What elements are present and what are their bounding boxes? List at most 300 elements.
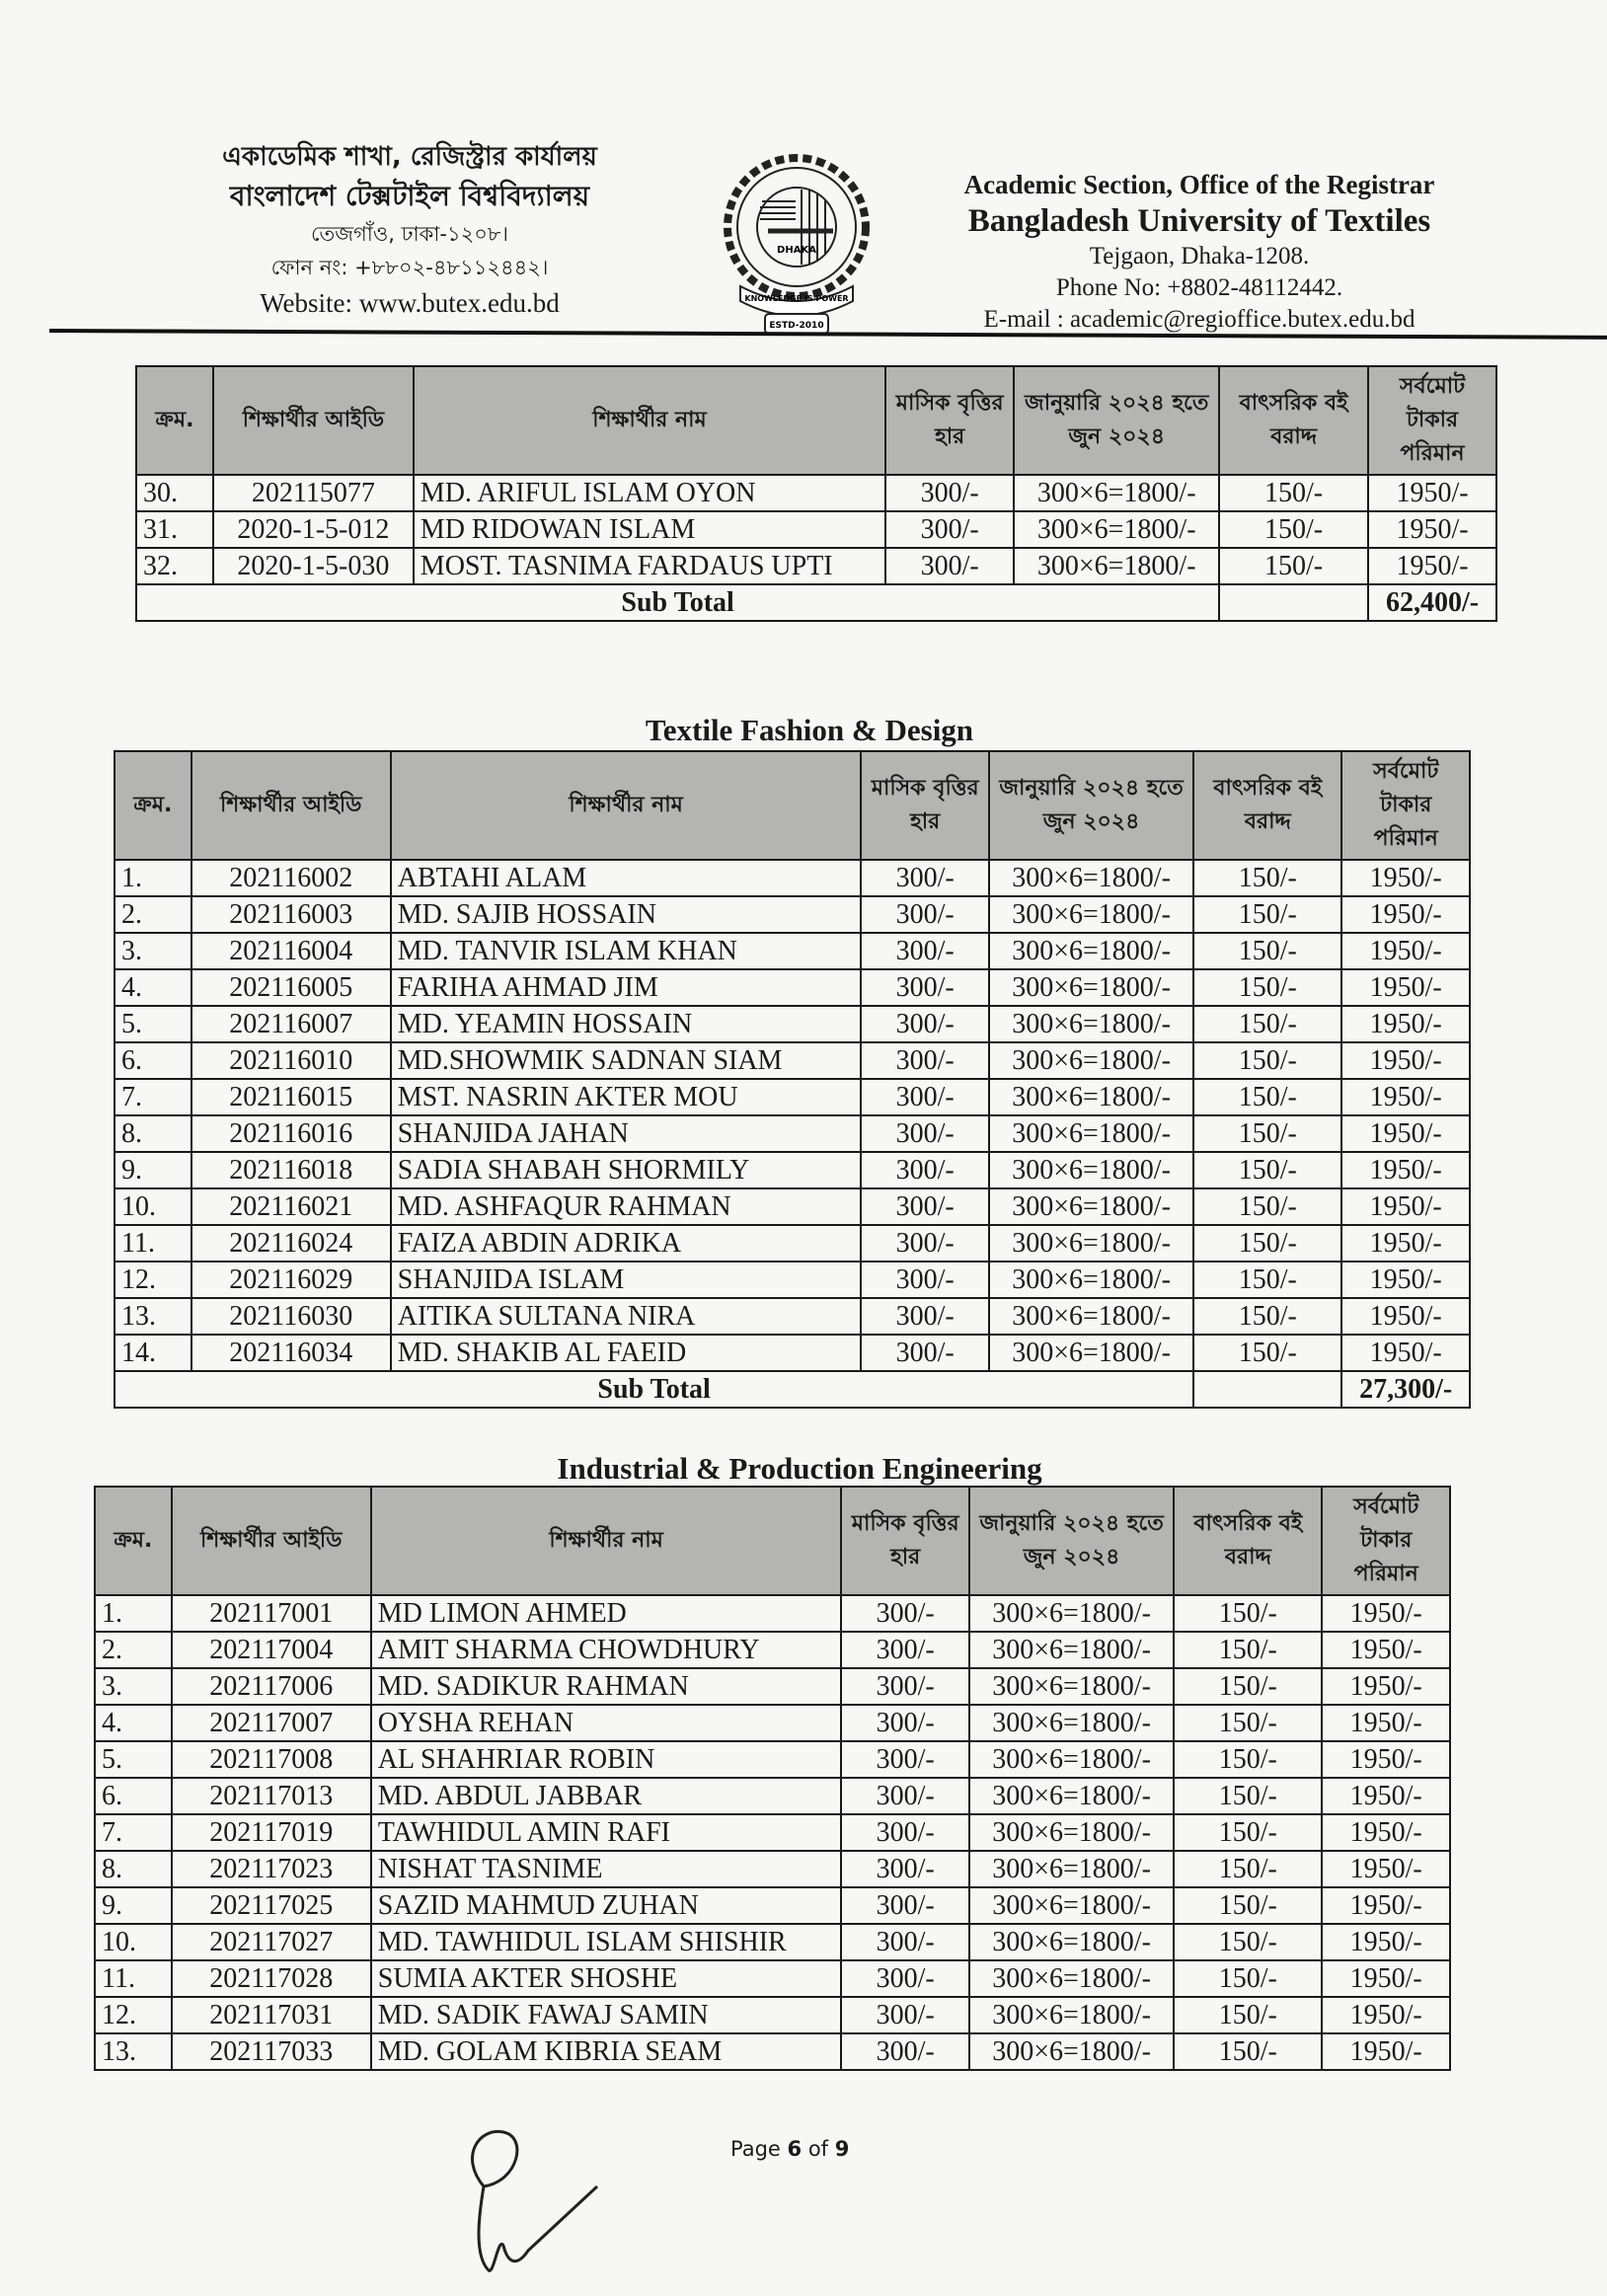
cell-name: FARIHA AHMAD JIM — [391, 969, 862, 1006]
column-header: শিক্ষার্থীর নাম — [414, 366, 885, 475]
cell-book: 150/- — [1193, 969, 1341, 1006]
cell-sl: 32. — [136, 548, 213, 584]
table-row — [115, 969, 1470, 1006]
cell-book: 150/- — [1174, 1705, 1322, 1741]
cell-book: 150/- — [1174, 1595, 1322, 1632]
cell-period: 300×6=1800/- — [989, 1006, 1193, 1042]
column-header: শিক্ষার্থীর আইডি — [191, 751, 391, 860]
cell-sl: 1. — [115, 860, 191, 896]
cell-period: 300×6=1800/- — [989, 1335, 1193, 1371]
cell-period: 300×6=1800/- — [989, 1042, 1193, 1079]
column-header: শিক্ষার্থীর আইডি — [172, 1487, 371, 1595]
cell-sl: 31. — [136, 511, 213, 548]
cell-sl: 13. — [95, 2033, 172, 2070]
cell-id: 202117031 — [172, 1997, 371, 2033]
cell-total: 1950/- — [1341, 969, 1470, 1006]
signature-icon — [449, 2127, 627, 2295]
cell-total: 1950/- — [1322, 1960, 1450, 1997]
subtotal-row — [136, 584, 1496, 621]
cell-period: 300×6=1800/- — [1014, 548, 1219, 584]
cell-period: 300×6=1800/- — [989, 933, 1193, 969]
cell-total: 1950/- — [1341, 933, 1470, 969]
cell-sl: 7. — [95, 1814, 172, 1851]
column-header: জানুয়ারি ২০২৪ হতে জুন ২০২৪ — [969, 1487, 1174, 1595]
cell-name: SADIA SHABAH SHORMILY — [391, 1152, 862, 1188]
cell-id: 202116002 — [191, 860, 391, 896]
cell-book: 150/- — [1193, 1079, 1341, 1115]
cell-period: 300×6=1800/- — [989, 1188, 1193, 1225]
subtotal-value: 62,400/- — [1368, 584, 1496, 621]
cell-total: 1950/- — [1322, 1741, 1450, 1778]
cell-name: MD. ARIFUL ISLAM OYON — [414, 475, 885, 511]
cell-name: MD. SADIKUR RAHMAN — [371, 1668, 842, 1705]
cell-name: AITIKA SULTANA NIRA — [391, 1298, 862, 1335]
section-title-ipe: Industrial & Production Engineering — [557, 1451, 1042, 1486]
cell-book: 150/- — [1193, 1225, 1341, 1262]
cell-id: 202115077 — [213, 475, 414, 511]
cell-name: MD. GOLAM KIBRIA SEAM — [371, 2033, 842, 2070]
cell-total: 1950/- — [1341, 1188, 1470, 1225]
cell-book: 150/- — [1174, 1887, 1322, 1924]
bn-university-name: বাংলাদেশ টেক্সটাইল বিশ্ববিদ্যালয় — [229, 180, 590, 212]
bn-phone: ফোন নং: +৮৮০২-৪৮১১২৪৪২। — [270, 256, 549, 279]
cell-book: 150/- — [1193, 860, 1341, 896]
section-title-tfd: Textile Fashion & Design — [645, 713, 974, 747]
cell-book: 150/- — [1193, 1262, 1341, 1298]
cell-period: 300×6=1800/- — [989, 1152, 1193, 1188]
cell-period: 300×6=1800/- — [969, 1887, 1174, 1924]
cell-total: 1950/- — [1322, 1814, 1450, 1851]
cell-name: MD. SHAKIB AL FAEID — [391, 1335, 862, 1371]
table-row — [115, 896, 1470, 933]
cell-sl: 9. — [95, 1887, 172, 1924]
cell-sl: 3. — [95, 1668, 172, 1705]
cell-id: 202117004 — [172, 1632, 371, 1668]
cell-sl: 8. — [115, 1115, 191, 1152]
cell-monthly: 300/- — [861, 896, 989, 933]
table-row — [95, 1814, 1450, 1851]
subtotal-row — [115, 1371, 1470, 1408]
cell-name: SHANJIDA ISLAM — [391, 1262, 862, 1298]
cell-id: 202117033 — [172, 2033, 371, 2070]
cell-sl: 6. — [95, 1778, 172, 1814]
cell-period: 300×6=1800/- — [969, 1705, 1174, 1741]
column-header: জানুয়ারি ২০২৪ হতে জুন ২০২৪ — [1014, 366, 1219, 475]
cell-total: 1950/- — [1341, 1042, 1470, 1079]
table-header-row — [95, 1487, 1450, 1595]
column-header: ক্রম. — [136, 366, 213, 475]
cell-book: 150/- — [1193, 896, 1341, 933]
table-row — [115, 1042, 1470, 1079]
cell-id: 202117008 — [172, 1741, 371, 1778]
cell-name: MD. ASHFAQUR RAHMAN — [391, 1188, 862, 1225]
cell-name: SAZID MAHMUD ZUHAN — [371, 1887, 842, 1924]
cell-sl: 5. — [115, 1006, 191, 1042]
page-prefix: Page — [730, 2137, 788, 2161]
cell-monthly: 300/- — [885, 475, 1014, 511]
cell-monthly: 300/- — [861, 1115, 989, 1152]
cell-monthly: 300/- — [861, 933, 989, 969]
cell-monthly: 300/- — [841, 1668, 969, 1705]
cell-monthly: 300/- — [841, 1705, 969, 1741]
cell-sl: 9. — [115, 1152, 191, 1188]
cell-total: 1950/- — [1341, 1152, 1470, 1188]
cell-period: 300×6=1800/- — [969, 1814, 1174, 1851]
cell-book: 150/- — [1193, 1298, 1341, 1335]
cell-total: 1950/- — [1341, 1006, 1470, 1042]
table-row — [95, 1705, 1450, 1741]
cell-sl: 30. — [136, 475, 213, 511]
cell-book: 150/- — [1174, 1851, 1322, 1887]
cell-total: 1950/- — [1341, 1079, 1470, 1115]
cell-name: MD. SAJIB HOSSAIN — [391, 896, 862, 933]
cell-id: 202116003 — [191, 896, 391, 933]
cell-name: MD. ABDUL JABBAR — [371, 1778, 842, 1814]
table-row — [95, 1924, 1450, 1960]
cell-sl: 14. — [115, 1335, 191, 1371]
cell-id: 202116010 — [191, 1042, 391, 1079]
cell-book: 150/- — [1174, 1668, 1322, 1705]
cell-period: 300×6=1800/- — [969, 1924, 1174, 1960]
cell-monthly: 300/- — [841, 1924, 969, 1960]
cell-monthly: 300/- — [841, 1595, 969, 1632]
subtotal-spacer — [1219, 584, 1368, 621]
cell-total: 1950/- — [1341, 896, 1470, 933]
cell-book: 150/- — [1174, 1778, 1322, 1814]
logo-motto: KNOWLEDGE IS POWER — [744, 294, 849, 303]
cell-name: FAIZA ABDIN ADRIKA — [391, 1225, 862, 1262]
cell-id: 202116021 — [191, 1188, 391, 1225]
column-header: শিক্ষার্থীর নাম — [371, 1487, 842, 1595]
cell-id: 202117028 — [172, 1960, 371, 1997]
university-logo-icon — [711, 148, 883, 341]
cell-sl: 8. — [95, 1851, 172, 1887]
table-row — [95, 2033, 1450, 2070]
cell-book: 150/- — [1219, 511, 1368, 548]
cell-monthly: 300/- — [861, 1262, 989, 1298]
cell-name: MD LIMON AHMED — [371, 1595, 842, 1632]
en-email: E-mail : academic@regioffice.butex.edu.bd — [983, 306, 1416, 333]
page-indicator — [730, 2137, 849, 2161]
cell-name: MD. YEAMIN HOSSAIN — [391, 1006, 862, 1042]
table-row — [95, 1960, 1450, 1997]
table-row — [115, 1188, 1470, 1225]
cell-period: 300×6=1800/- — [969, 1851, 1174, 1887]
cell-id: 202116005 — [191, 969, 391, 1006]
cell-period: 300×6=1800/- — [989, 969, 1193, 1006]
cell-period: 300×6=1800/- — [969, 1668, 1174, 1705]
cell-book: 150/- — [1193, 933, 1341, 969]
cell-name: SHANJIDA JAHAN — [391, 1115, 862, 1152]
cell-period: 300×6=1800/- — [989, 1225, 1193, 1262]
cell-sl: 4. — [95, 1705, 172, 1741]
cell-id: 202117007 — [172, 1705, 371, 1741]
cell-period: 300×6=1800/- — [989, 896, 1193, 933]
table-row — [115, 1079, 1470, 1115]
cell-book: 150/- — [1219, 548, 1368, 584]
cell-id: 202116034 — [191, 1335, 391, 1371]
stipend-table-continued — [135, 365, 1497, 622]
cell-monthly: 300/- — [861, 1042, 989, 1079]
letterhead-bangla — [178, 138, 642, 322]
cell-name: MD. TANVIR ISLAM KHAN — [391, 933, 862, 969]
cell-sl: 5. — [95, 1741, 172, 1778]
cell-period: 300×6=1800/- — [969, 2033, 1174, 2070]
column-header: শিক্ষার্থীর আইডি — [213, 366, 414, 475]
cell-id: 202117025 — [172, 1887, 371, 1924]
cell-monthly: 300/- — [861, 1188, 989, 1225]
table-row — [95, 1632, 1450, 1668]
cell-monthly: 300/- — [861, 1298, 989, 1335]
cell-book: 150/- — [1174, 1960, 1322, 1997]
column-header: বাৎসরিক বই বরাদ্দ — [1174, 1487, 1322, 1595]
subtotal-spacer — [1193, 1371, 1341, 1408]
column-header: সর্বমোট টাকার পরিমান — [1368, 366, 1496, 475]
table-row — [95, 1595, 1450, 1632]
cell-monthly: 300/- — [861, 969, 989, 1006]
cell-id: 202117023 — [172, 1851, 371, 1887]
website-text: Website: www.butex.edu.bd — [260, 288, 560, 318]
cell-name: OYSHA REHAN — [371, 1705, 842, 1741]
en-address: Tejgaon, Dhaka-1208. — [1089, 243, 1310, 269]
cell-name: SUMIA AKTER SHOSHE — [371, 1960, 842, 1997]
cell-period: 300×6=1800/- — [969, 1595, 1174, 1632]
cell-name: ABTAHI ALAM — [391, 860, 862, 896]
cell-book: 150/- — [1174, 1924, 1322, 1960]
cell-sl: 4. — [115, 969, 191, 1006]
table-row — [95, 1851, 1450, 1887]
column-header: জানুয়ারি ২০২৪ হতে জুন ২০২৪ — [989, 751, 1193, 860]
table-header-row — [115, 751, 1470, 860]
table-row — [95, 1778, 1450, 1814]
table-row — [95, 1887, 1450, 1924]
cell-id: 202117027 — [172, 1924, 371, 1960]
cell-total: 1950/- — [1368, 475, 1496, 511]
subtotal-value: 27,300/- — [1341, 1371, 1470, 1408]
cell-book: 150/- — [1193, 1188, 1341, 1225]
cell-period: 300×6=1800/- — [989, 860, 1193, 896]
cell-book: 150/- — [1174, 1997, 1322, 2033]
table-row — [115, 860, 1470, 896]
cell-sl: 10. — [95, 1924, 172, 1960]
cell-period: 300×6=1800/- — [989, 1115, 1193, 1152]
cell-id: 202117013 — [172, 1778, 371, 1814]
cell-book: 150/- — [1193, 1152, 1341, 1188]
table-row — [115, 1225, 1470, 1262]
table-row — [95, 1668, 1450, 1705]
column-header: সর্বমোট টাকার পরিমান — [1341, 751, 1470, 860]
en-office-line: Academic Section, Office of the Registrar — [963, 170, 1435, 199]
cell-total: 1950/- — [1341, 860, 1470, 896]
stipend-table-industrial-production — [94, 1486, 1451, 2071]
table-row — [115, 1335, 1470, 1371]
cell-name: MST. NASRIN AKTER MOU — [391, 1079, 862, 1115]
cell-monthly: 300/- — [841, 1778, 969, 1814]
cell-name: MD.SHOWMIK SADNAN SIAM — [391, 1042, 862, 1079]
cell-name: TAWHIDUL AMIN RAFI — [371, 1814, 842, 1851]
column-header: ক্রম. — [115, 751, 191, 860]
cell-id: 202116018 — [191, 1152, 391, 1188]
cell-book: 150/- — [1174, 1632, 1322, 1668]
cell-monthly: 300/- — [841, 1851, 969, 1887]
cell-book: 150/- — [1219, 475, 1368, 511]
cell-sl: 13. — [115, 1298, 191, 1335]
cell-monthly: 300/- — [861, 1152, 989, 1188]
cell-monthly: 300/- — [841, 1741, 969, 1778]
cell-period: 300×6=1800/- — [969, 1997, 1174, 2033]
column-header: বাৎসরিক বই বরাদ্দ — [1219, 366, 1368, 475]
cell-total: 1950/- — [1341, 1115, 1470, 1152]
cell-name: AL SHAHRIAR ROBIN — [371, 1741, 842, 1778]
cell-total: 1950/- — [1322, 1705, 1450, 1741]
cell-period: 300×6=1800/- — [1014, 475, 1219, 511]
table-row — [136, 475, 1496, 511]
column-header: মাসিক বৃত্তির হার — [885, 366, 1014, 475]
column-header: শিক্ষার্থীর নাম — [391, 751, 862, 860]
cell-name: NISHAT TASNIME — [371, 1851, 842, 1887]
subtotal-label: Sub Total — [136, 584, 1219, 621]
cell-monthly: 300/- — [885, 548, 1014, 584]
en-phone: Phone No: +8802-48112442. — [1055, 274, 1343, 301]
table-row — [115, 933, 1470, 969]
cell-monthly: 300/- — [861, 1006, 989, 1042]
column-header: সর্বমোট টাকার পরিমান — [1322, 1487, 1450, 1595]
cell-total: 1950/- — [1322, 1778, 1450, 1814]
cell-id: 202116016 — [191, 1115, 391, 1152]
cell-id: 202117006 — [172, 1668, 371, 1705]
cell-period: 300×6=1800/- — [969, 1632, 1174, 1668]
cell-sl: 6. — [115, 1042, 191, 1079]
cell-monthly: 300/- — [861, 1079, 989, 1115]
cell-sl: 12. — [95, 1997, 172, 2033]
cell-book: 150/- — [1174, 2033, 1322, 2070]
cell-total: 1950/- — [1322, 2033, 1450, 2070]
cell-monthly: 300/- — [861, 1225, 989, 1262]
cell-id: 2020-1-5-012 — [213, 511, 414, 548]
cell-monthly: 300/- — [861, 1335, 989, 1371]
cell-period: 300×6=1800/- — [969, 1960, 1174, 1997]
cell-monthly: 300/- — [841, 2033, 969, 2070]
page-of: of — [802, 2137, 835, 2161]
cell-id: 202117001 — [172, 1595, 371, 1632]
cell-id: 202116007 — [191, 1006, 391, 1042]
table-row — [115, 1115, 1470, 1152]
cell-total: 1950/- — [1322, 1924, 1450, 1960]
cell-id: 202116024 — [191, 1225, 391, 1262]
cell-name: MD. SADIK FAWAJ SAMIN — [371, 1997, 842, 2033]
cell-period: 300×6=1800/- — [989, 1298, 1193, 1335]
cell-book: 150/- — [1193, 1042, 1341, 1079]
cell-monthly: 300/- — [841, 1814, 969, 1851]
cell-book: 150/- — [1174, 1741, 1322, 1778]
table-row — [136, 511, 1496, 548]
column-header: ক্রম. — [95, 1487, 172, 1595]
table-row — [136, 548, 1496, 584]
cell-total: 1950/- — [1322, 1668, 1450, 1705]
cell-name: AMIT SHARMA CHOWDHURY — [371, 1632, 842, 1668]
column-header: বাৎসরিক বই বরাদ্দ — [1193, 751, 1341, 860]
cell-book: 150/- — [1193, 1335, 1341, 1371]
cell-sl: 2. — [115, 896, 191, 933]
cell-monthly: 300/- — [841, 1960, 969, 1997]
table-row — [115, 1262, 1470, 1298]
cell-sl: 1. — [95, 1595, 172, 1632]
stipend-table-textile-fashion-design — [114, 750, 1471, 1409]
cell-name: MOST. TASNIMA FARDAUS UPTI — [414, 548, 885, 584]
column-header: মাসিক বৃত্তির হার — [861, 751, 989, 860]
cell-total: 1950/- — [1322, 1887, 1450, 1924]
cell-period: 300×6=1800/- — [969, 1778, 1174, 1814]
cell-sl: 3. — [115, 933, 191, 969]
cell-total: 1950/- — [1341, 1335, 1470, 1371]
bn-address: তেজগাঁও, ঢাকা-১২০৮। — [310, 222, 509, 246]
letterhead — [0, 0, 1607, 341]
cell-sl: 10. — [115, 1188, 191, 1225]
cell-sl: 2. — [95, 1632, 172, 1668]
page-total: 9 — [834, 2137, 850, 2161]
page-current: 6 — [787, 2137, 803, 2161]
cell-total: 1950/- — [1341, 1298, 1470, 1335]
cell-period: 300×6=1800/- — [969, 1741, 1174, 1778]
logo-city: DHAKA — [777, 245, 816, 256]
cell-id: 202116030 — [191, 1298, 391, 1335]
cell-total: 1950/- — [1368, 511, 1496, 548]
table-header-row — [136, 366, 1496, 475]
column-header: মাসিক বৃত্তির হার — [841, 1487, 969, 1595]
subtotal-label: Sub Total — [115, 1371, 1193, 1408]
cell-total: 1950/- — [1368, 548, 1496, 584]
table-row — [115, 1006, 1470, 1042]
cell-id: 202117019 — [172, 1814, 371, 1851]
cell-period: 300×6=1800/- — [989, 1262, 1193, 1298]
cell-total: 1950/- — [1341, 1262, 1470, 1298]
cell-monthly: 300/- — [861, 860, 989, 896]
table-row — [95, 1997, 1450, 2033]
cell-total: 1950/- — [1322, 1595, 1450, 1632]
cell-monthly: 300/- — [885, 511, 1014, 548]
cell-monthly: 300/- — [841, 1632, 969, 1668]
cell-total: 1950/- — [1322, 1997, 1450, 2033]
cell-book: 150/- — [1193, 1006, 1341, 1042]
bn-office-line: একাডেমিক শাখা, রেজিস্ট্রার কার্যালয় — [222, 142, 597, 172]
letterhead-english — [928, 168, 1471, 336]
cell-book: 150/- — [1193, 1115, 1341, 1152]
cell-sl: 11. — [95, 1960, 172, 1997]
cell-sl: 11. — [115, 1225, 191, 1262]
cell-sl: 7. — [115, 1079, 191, 1115]
cell-name: MD. TAWHIDUL ISLAM SHISHIR — [371, 1924, 842, 1960]
logo-established: ESTD-2010 — [769, 321, 824, 331]
cell-id: 2020-1-5-030 — [213, 548, 414, 584]
cell-total: 1950/- — [1341, 1225, 1470, 1262]
table-row — [115, 1152, 1470, 1188]
cell-monthly: 300/- — [841, 1997, 969, 2033]
cell-monthly: 300/- — [841, 1887, 969, 1924]
cell-book: 150/- — [1174, 1814, 1322, 1851]
en-university-name: Bangladesh University of Textiles — [967, 203, 1431, 239]
table-row — [95, 1741, 1450, 1778]
cell-total: 1950/- — [1322, 1851, 1450, 1887]
cell-period: 300×6=1800/- — [1014, 511, 1219, 548]
table-row — [115, 1298, 1470, 1335]
cell-period: 300×6=1800/- — [989, 1079, 1193, 1115]
cell-name: MD RIDOWAN ISLAM — [414, 511, 885, 548]
cell-id: 202116004 — [191, 933, 391, 969]
cell-total: 1950/- — [1322, 1632, 1450, 1668]
cell-id: 202116015 — [191, 1079, 391, 1115]
cell-sl: 12. — [115, 1262, 191, 1298]
cell-id: 202116029 — [191, 1262, 391, 1298]
